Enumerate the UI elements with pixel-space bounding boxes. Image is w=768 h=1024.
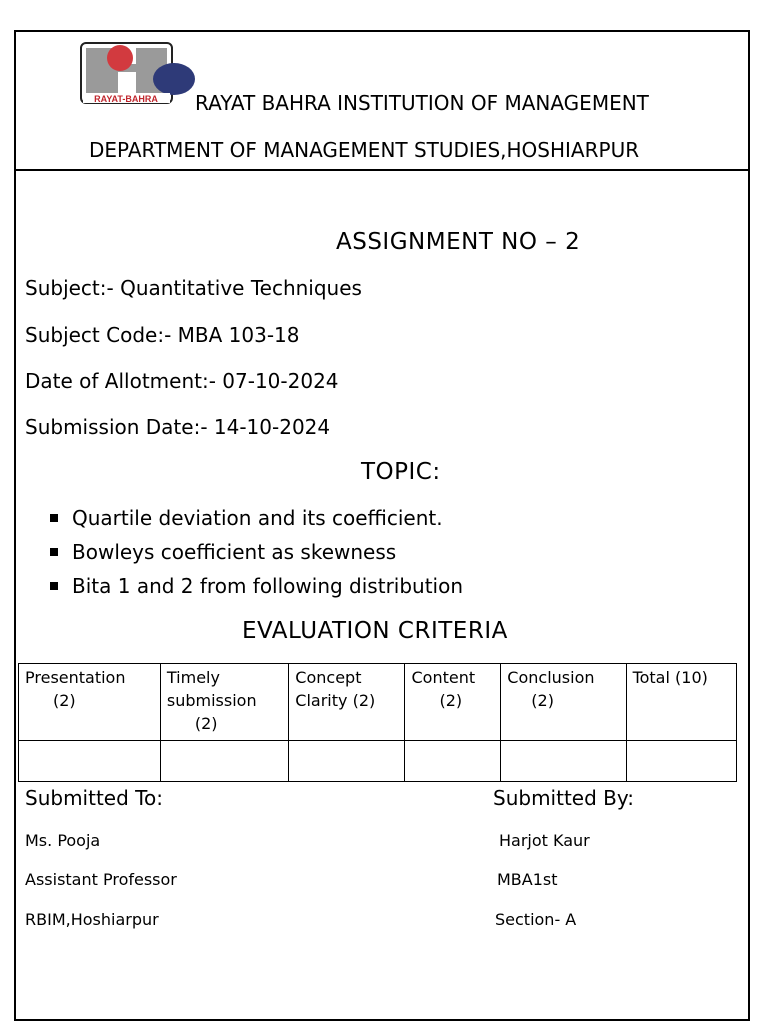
evaluation-table — [18, 663, 737, 782]
allotment-date-field: Date of Allotment:- 07-10-2024 — [25, 369, 339, 393]
topic-item: Bowleys coefficient as skewness — [50, 540, 396, 564]
submitted-to-name: Ms. Pooja — [25, 831, 101, 850]
submitted-by-label: Submitted By: — [493, 786, 634, 810]
institution-name: RAYAT BAHRA INSTITUTION OF MANAGEMENT — [195, 91, 649, 115]
criteria-cell-total: Total (10) — [626, 664, 736, 741]
bullet-icon — [50, 582, 58, 590]
table-marks-row — [19, 741, 737, 782]
submitted-by-name: Harjot Kaur — [499, 831, 590, 850]
criteria-cell-conclusion: Conclusion (2) — [501, 664, 626, 741]
criteria-cell-content: Content (2) — [405, 664, 501, 741]
topic-item: Quartile deviation and its coefficient. — [50, 506, 443, 530]
marks-cell[interactable] — [405, 741, 501, 782]
department-name: DEPARTMENT OF MANAGEMENT STUDIES,HOSHIARPUR — [89, 138, 640, 162]
topic-item: Bita 1 and 2 from following distribution — [50, 574, 463, 598]
subject-code-field: Subject Code:- MBA 103-18 — [25, 323, 300, 347]
marks-cell[interactable] — [160, 741, 288, 782]
criteria-cell-timely-submission: Timely submission (2) — [160, 664, 288, 741]
bullet-icon — [50, 514, 58, 522]
institution-logo — [80, 42, 198, 106]
assignment-title: ASSIGNMENT NO – 2 — [336, 229, 581, 255]
marks-cell[interactable] — [626, 741, 736, 782]
submitted-by-course: MBA1st — [497, 870, 558, 889]
logo-text: RAYAT-BAHRA — [94, 94, 158, 104]
submitted-to-label: Submitted To: — [25, 786, 163, 810]
table-header-row — [19, 664, 737, 741]
subject-field: Subject:- Quantitative Techniques — [25, 276, 362, 300]
bullet-icon — [50, 548, 58, 556]
submitted-by-section: Section- A — [495, 910, 577, 929]
submitted-to-designation: Assistant Professor — [25, 870, 177, 889]
topic-heading: TOPIC: — [361, 459, 441, 485]
evaluation-heading: EVALUATION CRITERIA — [242, 618, 508, 644]
marks-cell[interactable] — [501, 741, 626, 782]
marks-cell[interactable] — [289, 741, 405, 782]
header-divider — [14, 169, 750, 171]
criteria-cell-presentation: Presentation (2) — [19, 664, 161, 741]
marks-cell[interactable] — [19, 741, 161, 782]
submission-date-field: Submission Date:- 14-10-2024 — [25, 415, 331, 439]
criteria-cell-concept-clarity: Concept Clarity (2) — [289, 664, 405, 741]
submitted-to-institute: RBIM,Hoshiarpur — [25, 910, 159, 929]
